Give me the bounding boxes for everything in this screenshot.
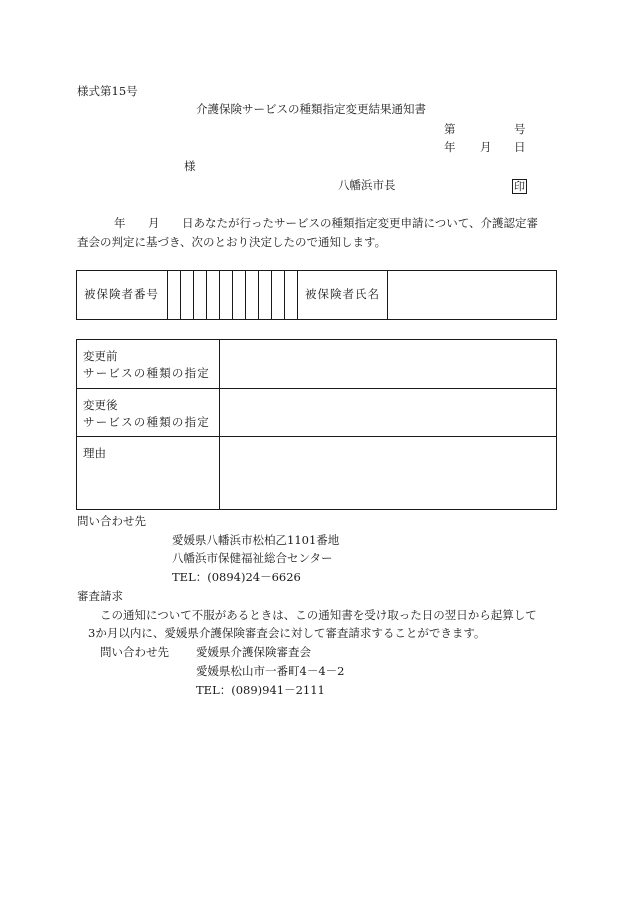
insured-number-label: 被保険者番号 [77,271,168,320]
digit-box-10 [285,271,298,320]
insured-name-value [388,271,557,320]
insured-name-label: 被保険者氏名 [298,271,388,320]
addressee-suffix: 様 [184,159,196,173]
digit-box-4 [207,271,220,320]
document-title: 介護保険サービスの種類指定変更結果通知書 [196,102,426,116]
insured-table [76,270,557,320]
digit-box-6 [233,271,246,320]
appeal-org: 愛媛県介護保険審査会 [196,645,311,659]
contact-address: 愛媛県八幡浜市松柏乙1101番地 [172,533,340,547]
seal-mark: 印 [514,180,525,193]
appeal-address: 愛媛県松山市一番町4－4－2 [196,664,345,678]
issuer-name: 八幡浜市長 [338,178,396,192]
date-day: 日 [514,140,526,154]
body-year: 年 [114,216,126,230]
digit-box-7 [246,271,259,320]
body-text-line2: 査会の判定に基づき、次のとおり決定したので通知します。 [77,235,387,249]
appeal-text-line1: この通知について不服があるときは、この通知書を受け取った日の翌日から起算して [100,608,537,622]
before-label-cell [77,340,220,389]
before-sublabel: サービスの種類の指定 [83,366,210,380]
body-month: 月 [148,216,160,230]
reason-label: 理由 [77,437,220,510]
appeal-tel: TEL：(089)941－2111 [196,683,325,697]
date-month: 月 [480,140,492,154]
digit-box-5 [220,271,233,320]
after-value [220,389,557,437]
body-text-line1: 日あなたが行ったサービスの種類指定変更申請について、介護認定審 [182,216,539,230]
appeal-contact-label: 問い合わせ先 [100,645,169,659]
after-label: 変更後 [83,398,118,412]
doc-number-suffix: 号 [514,122,526,136]
digit-box-1 [168,271,181,320]
digit-box-9 [272,271,285,320]
decision-table [76,339,557,510]
doc-number-prefix: 第 [444,122,456,136]
after-label-cell [77,389,220,437]
date-year: 年 [444,140,456,154]
appeal-heading: 審査請求 [77,589,123,603]
before-label: 変更前 [83,349,118,363]
digit-box-8 [259,271,272,320]
contact-office: 八幡浜市保健福祉総合センター [172,551,333,565]
digit-box-3 [194,271,207,320]
contact-heading: 問い合わせ先 [77,514,146,528]
form-number: 様式第15号 [77,84,138,98]
after-sublabel: サービスの種類の指定 [83,415,210,429]
appeal-text-line2: 3か月以内に、愛媛県介護保険審査会に対して審査請求することができます。 [88,626,486,640]
reason-value [220,437,557,510]
before-value [220,340,557,389]
contact-tel: TEL：(0894)24－6626 [172,570,301,584]
digit-box-2 [181,271,194,320]
